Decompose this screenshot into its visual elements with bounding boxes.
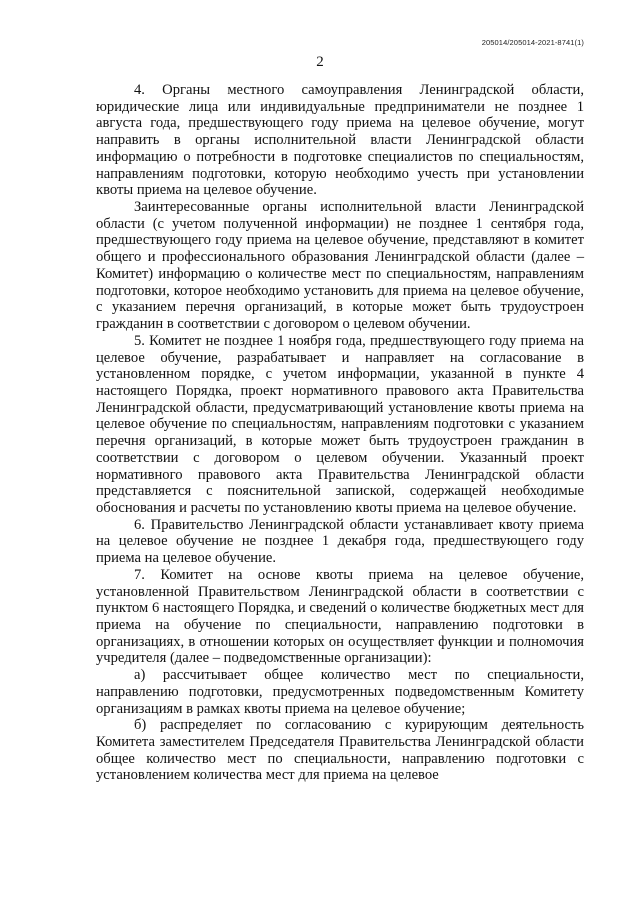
document-body bbox=[96, 82, 584, 784]
document-code: 205014/205014-2021-8741(1) bbox=[481, 38, 584, 47]
paragraph-subitem-a: а) рассчитывает общее количество мест по специальности, направлению подготовки, предусмотренных подведомственным Комитету организациям в рамках квоты приема на целевое обучение; bbox=[96, 667, 584, 717]
paragraph-item-4: 4. Органы местного самоуправления Ленинградской области, юридические лица или индивидуальные предприниматели не позднее 1 августа года, предшествующего году приема на целевое обучение, могут направить в органы исполнительной власти Ленинградской области информацию о потребности в подготовке специалистов по специальностям, направлениям подготовки, которую необходимо учесть при установлении квоты приема на целевое обучение. bbox=[96, 82, 584, 199]
page-number: 2 bbox=[316, 54, 324, 70]
paragraph-subitem-b: б) распределяет по согласованию с курирующим деятельность Комитета заместителем Председателя Правительства Ленинградской области общее количество мест по специальности, направлению подготовки с установлением количества мест для приема на целевое bbox=[96, 717, 584, 784]
paragraph-interested-bodies: Заинтересованные органы исполнительной власти Ленинградской области (с учетом полученной информации) не позднее 1 сентября года, предшествующего году приема на целевое обучение, представляют в комитет общего и профессионального образования Ленинградской области (далее – Комитет) информацию о количестве мест по специальностям, направлениям подготовки, которое необходимо установить для приема на целевое обучение, с указанием перечня организаций, в которые может быть трудоустроен гражданин в соответствии с договором о целевом обучении. bbox=[96, 199, 584, 333]
paragraph-item-5: 5. Комитет не позднее 1 ноября года, предшествующего году приема на целевое обучение, разрабатывает и направляет на согласование в установленном порядке, с учетом информации, указанной в пункте 4 настоящего Порядка, проект нормативного правового акта Правительства Ленинградской области, предусматривающий установление квоты приема на целевое обучение по специальностям, направлениям подготовки с указанием перечня организаций, в которые может быть трудоустроен гражданин в соответствии с договором о целевом обучении. Указанный проект нормативного правового акта Правительства Ленинградской области представляется с пояснительной запиской, содержащей необходимые обоснования и расчеты по установлению квоты приема на целевое обучение. bbox=[96, 332, 584, 516]
paragraph-item-6: 6. Правительство Ленинградской области устанавливает квоту приема на целевое обучение не позднее 1 декабря года, предшествующего году приема на целевое обучение. bbox=[96, 516, 584, 567]
paragraph-item-7: 7. Комитет на основе квоты приема на целевое обучение, установленной Правительством Ленинградской области в соответствии с пунктом 6 настоящего Порядка, и сведений о количестве бюджетных мест для приема на обучение по специальности, направлению подготовки в организациях, в отношении которых он осуществляет функции и полномочия учредителя (далее – подведомственные организации): bbox=[96, 566, 584, 667]
